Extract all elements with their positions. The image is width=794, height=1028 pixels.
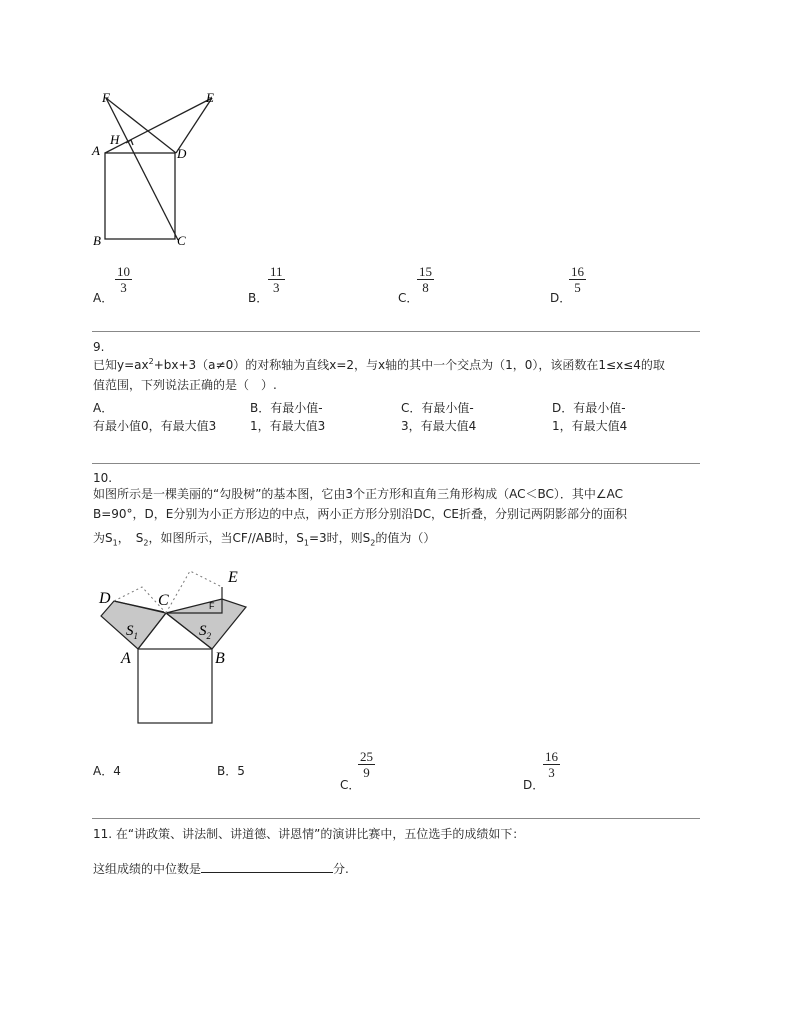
q8-label-e: E xyxy=(206,90,214,105)
q11-text-before-blank: 这组成绩的中位数是 xyxy=(93,862,202,876)
fraction-numerator: 25 xyxy=(360,749,373,764)
fraction-numerator: 15 xyxy=(419,264,432,279)
q10-option-c-fraction xyxy=(358,749,375,780)
q10-text-d: =3时，则S xyxy=(308,531,371,545)
q10-sub-4: 2 xyxy=(370,538,376,548)
fraction-denominator: 3 xyxy=(120,280,127,295)
fraction-denominator: 9 xyxy=(363,765,370,780)
q9-option-a[interactable] xyxy=(93,399,216,435)
fraction-denominator: 3 xyxy=(273,280,280,295)
q9-option-d-line2: 1，有最大值4 xyxy=(552,419,628,433)
q9-option-d[interactable] xyxy=(552,399,627,435)
q10-stem-line2: B=90°，D，E分别为小正方形边的中点，两小正方形分别沿DC，CE折叠，分别记两阴影部分的面积 xyxy=(93,507,627,521)
q10-option-c-letter[interactable]: C． xyxy=(340,778,361,792)
q11-answer-blank[interactable] xyxy=(201,859,333,873)
q10-option-d-letter[interactable]: D． xyxy=(523,778,545,792)
q9-number: 9. xyxy=(93,340,105,354)
q9-option-b-line1: B．有最小值- xyxy=(250,401,323,415)
q11-stem-line1: 11. 在“讲政策、讲法制、讲道德、讲恩情”的演讲比赛中，五位选手的成绩如下： xyxy=(93,827,525,841)
q10-number: 10. xyxy=(93,471,113,485)
q10-label-b: B xyxy=(215,650,225,667)
q9-option-a-line1: A． xyxy=(93,401,114,415)
q10-label-f: F xyxy=(209,601,215,611)
q8-line-fc xyxy=(106,98,178,240)
q8-label-h: H xyxy=(110,132,120,147)
q10-label-c: C xyxy=(158,592,169,609)
q10-label-s2-sub: 2 xyxy=(206,631,211,641)
fraction-numerator: 16 xyxy=(545,749,558,764)
q10-stem-line1: 如图所示是一棵美丽的“勾股树”的基本图，它由3个正方形和直角三角形构成（AC＜BC）．其中∠AC xyxy=(93,487,623,501)
q10-label-e: E xyxy=(228,569,238,586)
q10-sub-2: 2 xyxy=(143,538,149,548)
q8-option-a-letter[interactable]: A． xyxy=(93,291,114,305)
q9-option-b[interactable] xyxy=(250,399,325,435)
q9-stem-line1 xyxy=(93,356,665,374)
fraction-denominator: 3 xyxy=(548,765,555,780)
q8-option-c-fraction xyxy=(417,264,434,295)
q8-label-d: D xyxy=(177,146,187,161)
q9-option-c-line1: C．有最小值- xyxy=(401,401,474,415)
fraction-numerator: 16 xyxy=(571,264,584,279)
q9-option-c[interactable] xyxy=(401,399,476,435)
divider-q8-q9 xyxy=(92,331,700,332)
q9-option-d-line1: D．有最小值- xyxy=(552,401,626,415)
q9-option-c-line2: 3，有最大值4 xyxy=(401,419,477,433)
q8-label-a: A xyxy=(92,143,100,158)
q10-text-c: ，如图所示，当CF//AB时，S xyxy=(148,531,304,545)
q8-option-d-fraction xyxy=(569,264,586,295)
q10-stem-line3 xyxy=(93,529,435,547)
q9-option-a-line2: 有最小值0，有最大值3 xyxy=(93,419,217,433)
q10-text-e: 的值为（） xyxy=(375,531,436,545)
q10-label-s1-letter: S xyxy=(126,623,134,639)
q8-label-c: C xyxy=(177,233,186,248)
q10-label-a: A xyxy=(121,650,131,667)
q9-stem-exponent: 2 xyxy=(148,357,154,366)
q10-option-a[interactable]: A．4 xyxy=(93,764,121,778)
fraction-denominator: 8 xyxy=(422,280,429,295)
q9-stem-part1: 已知y=ax xyxy=(93,358,149,372)
q8-line-ed xyxy=(176,98,212,153)
q8-option-b-letter[interactable]: B． xyxy=(248,291,269,305)
q10-figure xyxy=(92,565,257,730)
q8-figure xyxy=(88,88,228,253)
q9-stem-line2: 值范围，下列说法正确的是（ ）. xyxy=(93,378,277,392)
q8-line-ea xyxy=(105,98,212,153)
q8-label-f: F xyxy=(102,90,110,105)
q10-option-d-fraction xyxy=(543,749,560,780)
q10-sub-3: 1 xyxy=(303,538,309,548)
q8-option-d-letter[interactable]: D． xyxy=(550,291,572,305)
q10-label-d: D xyxy=(99,590,111,607)
q11-text-after-blank: 分. xyxy=(333,862,349,876)
q10-option-b[interactable]: B．5 xyxy=(217,764,245,778)
q8-option-b-fraction xyxy=(268,264,285,295)
fraction-numerator: 10 xyxy=(117,264,130,279)
q8-option-c-letter[interactable]: C． xyxy=(398,291,419,305)
q9-stem-part2: +bx+3（a≠0）的对称轴为直线x=2，与x轴的其中一个交点为（1，0），该函数在1≤x≤4的取 xyxy=(153,358,665,372)
q10-big-square xyxy=(138,649,212,723)
fraction-numerator: 11 xyxy=(270,264,283,279)
q9-option-b-line2: 1，有最大值3 xyxy=(250,419,326,433)
fraction-denominator: 5 xyxy=(574,280,581,295)
q11-stem-line2 xyxy=(93,859,349,878)
q10-text-b: ， S xyxy=(117,531,144,545)
q10-label-s2-letter: S xyxy=(199,623,207,639)
q10-text-a: 为S xyxy=(93,531,113,545)
q10-sub-1: 1 xyxy=(112,538,118,548)
divider-q10-q11 xyxy=(92,818,700,819)
q10-label-s1-sub: 1 xyxy=(133,631,138,641)
q8-label-b: B xyxy=(93,233,101,248)
divider-q9-q10 xyxy=(92,463,700,464)
q8-option-a-fraction xyxy=(115,264,132,295)
